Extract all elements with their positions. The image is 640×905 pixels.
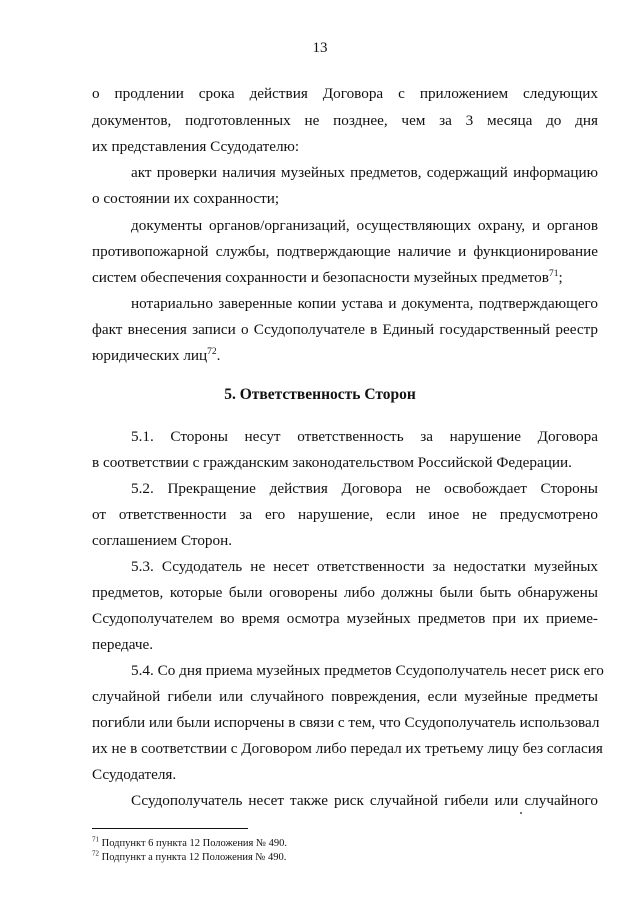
- p-5-4-line-4: их не в соответствии с Договором либо передал их третьему лицу без согласия: [92, 740, 603, 757]
- footnote-72-ref: 72: [92, 849, 99, 858]
- scan-speck: [520, 812, 522, 814]
- p-5-2-line-3: соглашением Сторон.: [92, 532, 233, 549]
- item-docs-line-2: противопожарной службы, подтверждающие наличие и функционирование: [92, 243, 598, 260]
- p-5-4-line-3: погибли или были испорчены в связи с тем, что Ссудополучатель использовал: [92, 714, 600, 731]
- footnote-71: [92, 835, 288, 849]
- p-5-2-line-1: 5.2. Прекращение действия Договора не освобождает Стороны: [131, 480, 598, 497]
- item-notary-line-3-end: .: [216, 347, 221, 364]
- footnote-72: [92, 849, 287, 863]
- footnote-71-text: Подпункт 6 пункта 12 Положения № 490.: [101, 838, 288, 849]
- footnote-72-text: Подпункт а пункта 12 Положения № 490.: [101, 852, 287, 863]
- top-paragraph-line-1: о продлении срока действия Договора с приложением следующих: [92, 85, 598, 102]
- item-docs-line-3-end: ;: [558, 269, 563, 286]
- item-docs-line-3: [92, 268, 598, 288]
- p-5-4-line-2: случайной гибели или случайного повреждения, если музейные предметы: [92, 688, 598, 705]
- p-5-1-line-1: 5.1. Стороны несут ответственность за нарушение Договора: [131, 428, 598, 445]
- section-heading: 5. Ответственность Сторон: [224, 386, 416, 403]
- item-act-line-2: о состоянии их сохранности;: [92, 190, 280, 207]
- item-notary-line-3: [92, 346, 598, 366]
- page-number: 13: [312, 40, 328, 56]
- p-5-2-line-2: от ответственности за его нарушение, если иное не предусмотрено: [92, 506, 598, 523]
- footnote-divider: [92, 828, 248, 829]
- p-5-1-line-2: в соответствии с гражданским законодательством Российской Федерации.: [92, 454, 572, 471]
- footnote-ref-71: 71: [548, 268, 559, 279]
- item-notary-line-2: факт внесения записи о Ссудополучателе в Единый государственный реестр: [92, 321, 598, 338]
- top-paragraph-line-2: документов, подготовленных не позднее, чем за 3 месяца до дня: [92, 112, 598, 129]
- p-5-4-line-1: 5.4. Со дня приема музейных предметов Ссудополучатель несет риск его: [131, 662, 604, 679]
- footnote-ref-72: 72: [207, 346, 217, 357]
- item-act-line-1: акт проверки наличия музейных предметов, содержащий информацию: [131, 164, 598, 181]
- item-docs-line-3-text: систем обеспечения сохранности и безопасности музейных предметов: [92, 269, 549, 286]
- p-5-3-line-2: предметов, которые были оговорены либо должны были быть обнаружены: [92, 584, 598, 601]
- item-notary-line-3-text: юридических лиц: [92, 347, 208, 364]
- item-notary-line-1: нотариально заверенные копии устава и документа, подтверждающего: [131, 295, 598, 312]
- p-last-line-1: Ссудополучатель несет также риск случайной гибели или случайного: [131, 792, 598, 809]
- p-5-4-line-5: Ссудодателя.: [92, 766, 177, 783]
- footnote-71-ref: 71: [92, 835, 99, 844]
- p-5-3-line-1: 5.3. Ссудодатель не несет ответственности за недостатки музейных: [131, 558, 598, 575]
- p-5-3-line-3: Ссудополучателем во время осмотра музейных предметов при их приеме-: [92, 610, 598, 627]
- top-paragraph-line-3: их представления Ссудодателю:: [92, 138, 300, 155]
- p-5-3-line-4: передаче.: [92, 636, 154, 653]
- item-docs-line-1: документы органов/организаций, осуществляющих охрану, и органов: [131, 217, 598, 234]
